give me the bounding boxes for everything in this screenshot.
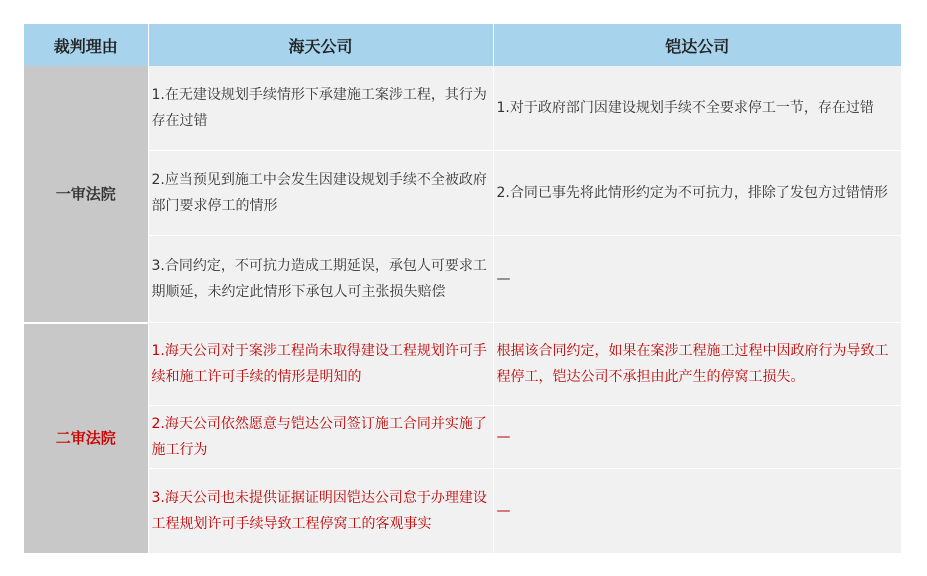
first-kaida-reason-3: — [493,236,901,323]
table-row [24,151,901,236]
table-row [24,66,901,151]
second-haitian-reason-2: 2.海天公司依然愿意与铠达公司签订施工合同并实施了施工行为 [148,406,493,469]
header-reason: 裁判理由 [24,24,148,66]
second-haitian-reason-3: 3.海天公司也未提供证据证明因铠达公司怠于办理建设工程规划许可手续导致工程停窝工的客观事实 [148,469,493,554]
first-kaida-reason-1: 1.对于政府部门因建设规划手续不全要求停工一节，存在过错 [493,66,901,151]
table-row [24,236,901,323]
second-kaida-reason-2: — [493,406,901,469]
header-kaida: 铠达公司 [493,24,901,66]
first-instance-court-label: 一审法院 [24,66,148,323]
second-instance-court-label: 二审法院 [24,323,148,554]
first-kaida-reason-2: 2.合同已事先将此情形约定为不可抗力，排除了发包方过错情形 [493,151,901,236]
second-kaida-reason-3: — [493,469,901,554]
second-kaida-reason-1: 根据该合同约定，如果在案涉工程施工过程中因政府行为导致工程停工，铠达公司不承担由此产生的停窝工损失。 [493,323,901,406]
table-row [24,406,901,469]
judgment-reason-table [24,24,901,555]
second-haitian-reason-1: 1.海天公司对于案涉工程尚未取得建设工程规划许可手续和施工许可手续的情形是明知的 [148,323,493,406]
first-haitian-reason-1: 1.在无建设规划手续情形下承建施工案涉工程，其行为存在过错 [148,66,493,151]
header-haitian: 海天公司 [148,24,493,66]
first-haitian-reason-2: 2.应当预见到施工中会发生因建设规划手续不全被政府部门要求停工的情形 [148,151,493,236]
comparison-table-wrapper [24,24,901,555]
table-row [24,323,901,406]
table-row [24,469,901,554]
table-header-row [24,24,901,66]
first-haitian-reason-3: 3.合同约定，不可抗力造成工期延误，承包人可要求工期顺延，未约定此情形下承包人可主张损失赔偿 [148,236,493,323]
